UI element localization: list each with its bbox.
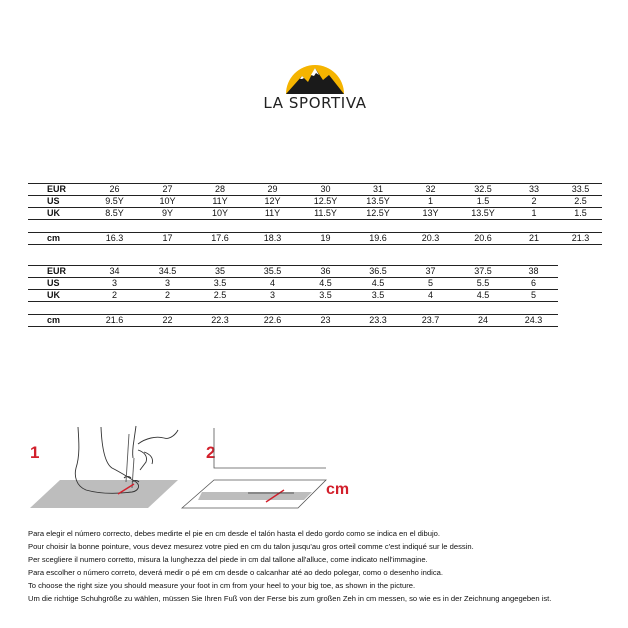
size-cell: 37.5 bbox=[457, 266, 509, 278]
size-table-1 bbox=[28, 183, 602, 245]
size-cell: 9Y bbox=[141, 208, 194, 220]
size-cell: 10Y bbox=[141, 196, 194, 208]
instruction-line: Um die richtige Schuhgröße zu wählen, müssen Sie Ihren Fuß von der Ferse bis zum großen Zeh in cm messen, so wie es in der Zeichnung angegeben ist. bbox=[28, 594, 552, 603]
size-cell: 17.6 bbox=[194, 233, 246, 245]
size-cell: 28 bbox=[194, 184, 246, 196]
table-spacer-row bbox=[28, 302, 558, 315]
size-cell: 12Y bbox=[246, 196, 299, 208]
size-cell: 18.3 bbox=[246, 233, 299, 245]
size-cell: 4.5 bbox=[352, 278, 404, 290]
size-cell: 2.5 bbox=[194, 290, 246, 302]
size-cell: 22.3 bbox=[194, 315, 246, 327]
row-label: EUR bbox=[28, 184, 88, 196]
size-cell: 5 bbox=[509, 290, 558, 302]
size-cell: 38 bbox=[509, 266, 558, 278]
table-spacer-row bbox=[28, 220, 602, 233]
instruction-line: Per scegliere il numero corretto, misura la lunghezza del piede in cm dal tallone all'alluce, come indicato nell'immagine. bbox=[28, 555, 428, 564]
table-row bbox=[28, 184, 602, 196]
size-cell: 17 bbox=[141, 233, 194, 245]
size-cell: 32.5 bbox=[457, 184, 509, 196]
measurement-illustration bbox=[28, 422, 368, 517]
size-cell: 1 bbox=[509, 208, 559, 220]
row-label: UK bbox=[28, 290, 88, 302]
size-cell: 29 bbox=[246, 184, 299, 196]
step-2-number: 2 bbox=[206, 443, 216, 462]
size-cell: 1.5 bbox=[457, 196, 509, 208]
size-cell: 6 bbox=[509, 278, 558, 290]
size-cell: 23.3 bbox=[352, 315, 404, 327]
row-label: US bbox=[28, 196, 88, 208]
size-cell: 5.5 bbox=[457, 278, 509, 290]
size-cell: 10Y bbox=[194, 208, 246, 220]
size-cell: 2 bbox=[141, 290, 194, 302]
size-cell: 3.5 bbox=[352, 290, 404, 302]
size-cell: 2 bbox=[509, 196, 559, 208]
size-cell: 37 bbox=[404, 266, 457, 278]
size-cell: 3.5 bbox=[299, 290, 352, 302]
size-cell: 4.5 bbox=[299, 278, 352, 290]
size-cell: 35 bbox=[194, 266, 246, 278]
size-cell: 33.5 bbox=[559, 184, 602, 196]
table-row bbox=[28, 233, 602, 245]
size-cell: 20.3 bbox=[404, 233, 457, 245]
instruction-line: Pour choisir la bonne pointure, vous devez mesurez votre pied en cm du talon jusqu'au gros orteil comme c'est indiqué sur le dessin. bbox=[28, 542, 474, 551]
size-cell: 30 bbox=[299, 184, 352, 196]
table-row bbox=[28, 290, 558, 302]
instruction-line: Para escolher o número correto, deverá medir o pé em cm desde o calcanhar até ao dedo polegar, como o desenho indica. bbox=[28, 568, 443, 577]
size-cell: 4 bbox=[404, 290, 457, 302]
size-cell: 9.5Y bbox=[88, 196, 141, 208]
size-cell: 26 bbox=[88, 184, 141, 196]
size-cell: 4.5 bbox=[457, 290, 509, 302]
brand-name: LA SPORTIVA bbox=[263, 94, 367, 112]
brand-logo bbox=[250, 58, 380, 114]
size-cell: 22 bbox=[141, 315, 194, 327]
floor-step-2 bbox=[182, 428, 326, 508]
table-row bbox=[28, 196, 602, 208]
size-cell: 35.5 bbox=[246, 266, 299, 278]
size-cell: 31 bbox=[352, 184, 404, 196]
size-cell: 24 bbox=[457, 315, 509, 327]
floor-step-1 bbox=[30, 480, 178, 508]
cm-label: cm bbox=[326, 481, 350, 498]
size-cell: 16.3 bbox=[88, 233, 141, 245]
size-cell: 3 bbox=[88, 278, 141, 290]
size-cell: 13.5Y bbox=[352, 196, 404, 208]
size-cell: 1.5 bbox=[559, 208, 602, 220]
table-row bbox=[28, 208, 602, 220]
size-cell: 12.5Y bbox=[352, 208, 404, 220]
size-cell: 11.5Y bbox=[299, 208, 352, 220]
instruction-line: To choose the right size you should measure your foot in cm from your heel to your big toe, as shown in the picture. bbox=[28, 581, 416, 590]
size-cell: 24.3 bbox=[509, 315, 558, 327]
row-label: cm bbox=[28, 233, 88, 245]
size-cell: 2.5 bbox=[559, 196, 602, 208]
size-cell: 19 bbox=[299, 233, 352, 245]
size-cell: 11Y bbox=[194, 196, 246, 208]
size-cell: 20.6 bbox=[457, 233, 509, 245]
table-row bbox=[28, 278, 558, 290]
size-cell: 21.3 bbox=[559, 233, 602, 245]
instructions bbox=[28, 527, 618, 605]
step-1-number: 1 bbox=[30, 443, 40, 462]
table-row bbox=[28, 315, 558, 327]
size-cell: 32 bbox=[404, 184, 457, 196]
size-cell: 22.6 bbox=[246, 315, 299, 327]
row-label: EUR bbox=[28, 266, 88, 278]
size-cell: 19.6 bbox=[352, 233, 404, 245]
size-cell: 34.5 bbox=[141, 266, 194, 278]
size-cell: 34 bbox=[88, 266, 141, 278]
size-cell: 8.5Y bbox=[88, 208, 141, 220]
size-cell: 3 bbox=[141, 278, 194, 290]
size-cell: 13.5Y bbox=[457, 208, 509, 220]
size-cell: 13Y bbox=[404, 208, 457, 220]
size-cell: 11Y bbox=[246, 208, 299, 220]
table-row bbox=[28, 266, 558, 278]
size-cell: 4 bbox=[246, 278, 299, 290]
size-cell: 21.6 bbox=[88, 315, 141, 327]
hand-icon bbox=[126, 426, 178, 488]
row-label: cm bbox=[28, 315, 88, 327]
size-cell: 23 bbox=[299, 315, 352, 327]
size-cell: 36 bbox=[299, 266, 352, 278]
size-cell: 21 bbox=[509, 233, 559, 245]
row-label: US bbox=[28, 278, 88, 290]
row-label: UK bbox=[28, 208, 88, 220]
size-cell: 2 bbox=[88, 290, 141, 302]
instruction-line: Para elegir el número correcto, debes medirte el pie en cm desde el talón hasta el dedo gordo como se indica en el dibujo. bbox=[28, 529, 440, 538]
size-cell: 1 bbox=[404, 196, 457, 208]
size-cell: 27 bbox=[141, 184, 194, 196]
size-table-2 bbox=[28, 265, 558, 327]
size-cell: 3.5 bbox=[194, 278, 246, 290]
size-cell: 3 bbox=[246, 290, 299, 302]
size-cell: 12.5Y bbox=[299, 196, 352, 208]
size-cell: 23.7 bbox=[404, 315, 457, 327]
size-cell: 5 bbox=[404, 278, 457, 290]
mountain-logo-icon bbox=[280, 58, 350, 98]
size-cell: 33 bbox=[509, 184, 559, 196]
size-cell: 36.5 bbox=[352, 266, 404, 278]
